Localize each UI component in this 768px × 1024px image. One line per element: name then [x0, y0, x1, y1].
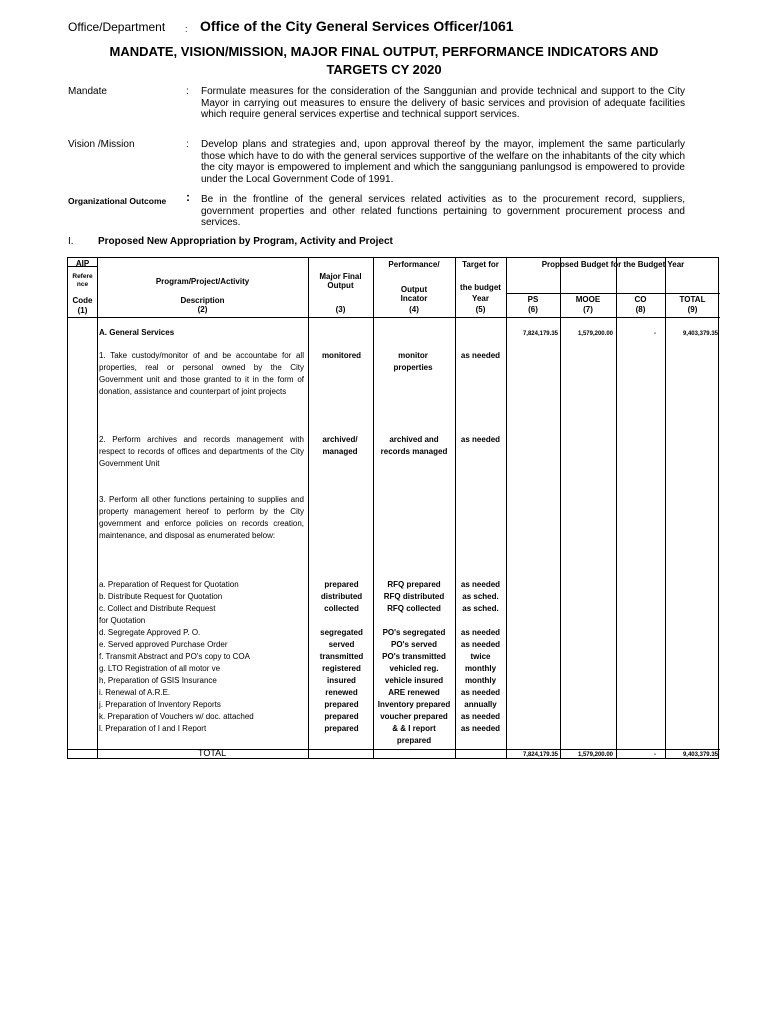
subitem-mfo: renewed	[325, 688, 358, 697]
subitem-pi: prepared	[396, 736, 432, 745]
subitem-mfo: insured	[327, 676, 356, 685]
subitem-mfo: served	[328, 640, 355, 649]
subitem-pi: & & I report	[392, 724, 436, 733]
general-services-label: A. General Services	[99, 328, 175, 337]
vision-colon: :	[186, 139, 189, 150]
subitem-target: as sched.	[462, 592, 499, 601]
header-mfo-output: Output	[327, 281, 354, 290]
header-pi-output: Output	[400, 285, 428, 294]
item-1-mfo: monitored	[321, 351, 362, 360]
total-divider	[68, 749, 720, 750]
header-target-budget: the budget	[460, 283, 501, 292]
header-total: TOTAL	[679, 295, 706, 304]
header-budget: Proposed Budget for the Budget Year	[541, 260, 685, 269]
mandate-text: Formulate measures for the consideration of the Sanggunian and provide technical and support to the City Mayor in carrying out measures to ensure the delivery of basic services and provision of adequate facilities which require general services expertise and technical support services.	[201, 86, 685, 120]
subitem-desc: j. Preparation of Inventory Reports	[99, 700, 221, 709]
subitem-desc: k. Preparation of Vouchers w/ doc. attached	[99, 712, 254, 721]
total-ps: 7,824,179.35	[522, 752, 558, 758]
subitem-mfo: prepared	[324, 700, 359, 709]
header-co: CO	[634, 295, 647, 304]
header-divider	[68, 317, 720, 318]
header-aip-nce: nce	[76, 281, 89, 288]
subitem-desc: f. Transmit Abstract and PO's copy to COA	[99, 652, 250, 661]
subitem-desc: b. Distribute Request for Quotation	[99, 592, 223, 601]
total-co: -	[654, 752, 656, 758]
header-target: Target for	[462, 260, 499, 269]
subitem-target: monthly	[464, 676, 497, 685]
subitem-target: monthly	[464, 664, 497, 673]
subitem-desc: d. Segregate Approved P. O.	[99, 628, 201, 637]
subitem-pi: PO's served	[391, 640, 437, 649]
header-mooe: MOOE	[575, 295, 601, 304]
office-name: Office of the City General Services Officer/1061	[200, 18, 514, 34]
subitem-target: as needed	[460, 580, 501, 589]
subitem-pi: PO's segregated	[382, 628, 446, 637]
subitem-desc: g. LTO Registration of all motor ve	[99, 664, 221, 673]
mandate-block	[68, 86, 685, 121]
header-pi-indicator: Incator	[400, 294, 428, 303]
subitem-desc: e. Served approved Purchase Order	[99, 640, 228, 649]
title-line-1: MANDATE, VISION/MISSION, MAJOR FINAL OUTPUT, PERFORMANCE INDICATORS AND	[109, 44, 659, 59]
total-label: TOTAL	[198, 748, 227, 758]
section-heading	[68, 236, 393, 247]
subitem-pi: Inventory prepared	[377, 700, 451, 709]
office-colon: :	[185, 24, 188, 34]
subitem-pi: RFQ prepared	[387, 580, 441, 589]
subitem-pi: RFQ distributed	[383, 592, 445, 601]
title-line-2: TARGETS CY 2020	[326, 62, 442, 77]
mandate-colon: :	[186, 86, 189, 97]
office-label: Office/Department	[68, 20, 166, 34]
vision-block	[68, 139, 685, 185]
item-1-pi: monitor properties	[393, 351, 433, 372]
section-title: Proposed New Appropriation by Program, Activity and Project	[98, 236, 393, 247]
mandate-label: Mandate	[68, 86, 107, 97]
header-pi-num: (4)	[409, 305, 419, 314]
subitem-mfo: transmitted	[319, 652, 364, 661]
subitem-mfo: segregated	[320, 628, 363, 637]
document-title	[60, 43, 708, 79]
outcome-text: Be in the frontline of the general services related activities as to the procurement record, suppliers, government properties and other related functions pertaining to government procurement process and services.	[201, 194, 685, 228]
item-2-target: as needed	[460, 435, 501, 444]
subitem-desc: i. Renewal of A.R.E.	[99, 688, 171, 697]
subitem-target: as needed	[460, 628, 501, 637]
subitem-mfo: registered	[322, 664, 361, 673]
header-mfo-num: (3)	[335, 305, 346, 314]
header-aip-code: Code	[72, 296, 93, 305]
vision-label: Vision /Mission	[68, 139, 135, 150]
total-mooe: 1,579,200.00	[577, 752, 613, 758]
subitem-pi: RFQ collected	[387, 604, 441, 613]
general-ps: 7,824,179.35	[522, 331, 558, 337]
header-aip: AIP	[75, 259, 90, 268]
header-aip-num: (1)	[77, 306, 88, 315]
subitem-target: as needed	[460, 724, 501, 733]
subitem-desc: c. Collect and Distribute Request	[99, 604, 216, 613]
subitem-desc: h, Preparation of GSIS Insurance	[99, 676, 217, 685]
subitem-mfo: prepared	[324, 724, 359, 733]
col-divider	[97, 258, 98, 758]
item-1-target: as needed	[460, 351, 501, 360]
header-mfo: Major Final	[319, 272, 362, 281]
header-pi: Performance/	[388, 260, 440, 269]
header-aip-ref: Refere	[72, 273, 93, 280]
subitem-target: as needed	[460, 688, 501, 697]
subitem-pi: PO's transmitted	[382, 652, 446, 661]
outcome-block	[68, 190, 685, 229]
section-number: I.	[68, 236, 74, 247]
header-target-year: Year	[472, 294, 489, 303]
item-2-desc: 2. Perform archives and records management with respect to records of offices and departments of the City Government Unit	[99, 435, 304, 468]
appropriation-table	[67, 257, 719, 759]
vision-text: Develop plans and strategies and, upon approval thereof by the mayor, implement the same particularly those which have to do with the general services supportive of the welfare on the inhabitants of the city which the city mayor is empowered to implement and which the sangguniang panlungsod is empowered to provide under the Local Government Code of 1991.	[201, 139, 685, 185]
header-ps-num: (6)	[528, 305, 538, 314]
subitem-mfo: distributed	[320, 592, 363, 601]
total-total: 9,403,379.35	[682, 752, 718, 758]
subitem-target: twice	[470, 652, 491, 661]
outcome-label: Organizational Outcome	[68, 196, 167, 206]
item-1-desc: 1. Take custody/monitor of and be accountabe for all properties, real or personal owned by the City Government unit and those granted to it in the form of donation, assistance and counterpart of joint projects	[99, 351, 304, 396]
header-ppa: Program/Project/Activity	[155, 277, 250, 286]
subitem-mfo: prepared	[324, 580, 359, 589]
item-3-desc: 3. Perform all other functions pertaining to supplies and property management hereof to perform by the City government and enforce policies on records creation, maintenance, and disposal as enumerated below:	[99, 495, 304, 540]
general-co: -	[654, 331, 656, 337]
subitem-pi: vehicle insured	[384, 676, 444, 685]
general-total: 9,403,379.35	[682, 331, 718, 337]
outcome-colon: :	[186, 190, 190, 204]
subitem-pi: vehicled reg.	[389, 664, 439, 673]
header-ps: PS	[527, 295, 539, 304]
header-ppa-desc: Description	[180, 296, 225, 305]
subitem-pi: ARE renewed	[388, 688, 440, 697]
subitem-mfo: collected	[324, 604, 359, 613]
header-total-num: (9)	[687, 305, 698, 314]
header-target-num: (5)	[475, 305, 486, 314]
general-mooe: 1,579,200.00	[577, 331, 613, 337]
subitem-pi: voucher prepared	[380, 712, 448, 721]
item-2-mfo: archived/ managed	[322, 435, 358, 456]
subitem-target: as needed	[460, 640, 501, 649]
header-ppa-num: (2)	[197, 305, 208, 314]
subitem-target: as needed	[460, 712, 501, 721]
item-2-pi: archived and records managed	[380, 435, 448, 456]
header-co-num: (8)	[635, 305, 646, 314]
subitem-desc: l. Preparation of I and I Report	[99, 724, 207, 733]
header-mooe-num: (7)	[583, 305, 593, 314]
subitem-mfo: prepared	[324, 712, 359, 721]
subitem-desc: a. Preparation of Request for Quotation	[99, 580, 239, 589]
subitem-desc: for Quotation	[99, 616, 146, 625]
subitem-target: annually	[464, 700, 497, 709]
subitem-target: as sched.	[462, 604, 499, 613]
